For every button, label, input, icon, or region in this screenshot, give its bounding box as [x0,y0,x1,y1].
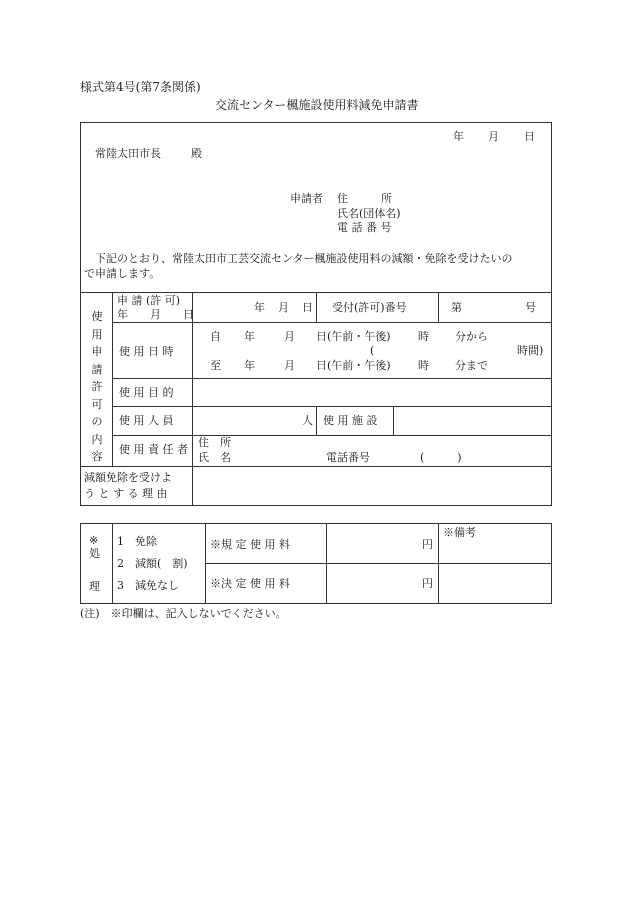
applicant-phone-label: 電 話 番 号 [337,221,392,234]
receipt-label: 受付(許可)番号 [332,301,407,314]
form-title: 交流センター楓施設使用料減免申請書 [215,98,419,112]
office-ri: 理 [89,580,100,593]
people-unit: 人 [302,414,313,427]
row-line-1 [112,322,552,323]
col-line-receipt [316,292,317,322]
usage-duration-close: 時間) [517,344,544,357]
footnote: (注) ※印欄は、記入しないでください。 [80,607,287,620]
usage-to-day: 日(午前・午後) [316,359,391,372]
regular-fee-label: ※規 定 使 用 料 [210,538,290,551]
app-date-label-1: 申 請 (許 可) [117,294,181,307]
usage-from-month: 月 [284,330,295,343]
col-line-receipt-no [438,292,439,322]
addressee: 常陸太田市長 [95,147,161,160]
usage-to-hour: 時 [418,359,429,372]
applicant-name-label: 氏名(団体名) [337,207,401,220]
usage-to-year: 年 [244,359,255,372]
receipt-dai: 第 [451,301,462,314]
app-date-label-2: 年 月 日 [117,308,194,321]
usage-from-tail: 分から [455,330,488,343]
col-line-facility [316,406,317,435]
form-number: 様式第4号(第7条関係) [80,80,201,94]
purpose-label: 使 用 目 的 [119,386,174,399]
office-sho: 処 [89,547,100,560]
statement-line-2: で申請します。 [84,267,161,280]
applicant-address-label: 住 所 [337,192,392,205]
usage-datetime-label: 使 用 日 時 [119,345,174,358]
usage-from-year: 年 [244,330,255,343]
office-option-1: 1 免除 [117,535,157,548]
responsible-phone-paren: ( ) [420,451,462,464]
app-date-value: 年 月 日 [254,301,314,314]
date-day: 日 [524,130,535,143]
usage-to-month: 月 [284,359,295,372]
responsible-address: 住 所 [198,436,231,449]
responsible-phone: 電話番号 [326,451,370,464]
reason-label-1: 減額免除を受けよ [84,471,172,484]
applicant-label: 申請者 [290,192,323,205]
receipt-go: 号 [525,301,536,314]
office-row-line [205,563,552,564]
office-option-3: 3 減免なし [117,579,179,592]
row-line-2 [112,378,552,379]
section-label: 使用申請許可の内容 [91,310,103,463]
decided-fee-label: ※決 定 使 用 料 [210,577,290,590]
facility-label: 使 用 施 設 [323,414,378,427]
statement-line-1: 下記のとおり、常陸太田市工芸交流センター楓施設使用料の減額・免除を受けたいの [95,252,513,265]
honorific: 殿 [191,147,202,160]
col-line-label [192,292,193,506]
office-option-2: 2 減額( 割) [117,557,188,570]
usage-from: 自 [210,330,221,343]
responsible-label: 使 用 責 任 者 [119,443,188,456]
decided-fee-yen: 円 [422,577,433,590]
row-line-5 [80,466,552,467]
usage-to: 至 [210,359,221,372]
responsible-name: 氏 名 [198,451,231,464]
col-line-facility-value [393,406,394,435]
regular-fee-yen: 円 [422,538,433,551]
usage-from-hour: 時 [418,330,429,343]
row-line-4 [112,435,552,436]
people-label: 使 用 人 員 [119,414,174,427]
reason-label-2: う と す る 理 由 [84,487,168,500]
usage-from-day: 日(午前・午後) [316,330,391,343]
col-line-section [112,292,113,466]
date-year: 年 [453,130,464,143]
row-line-3 [112,406,552,407]
usage-to-tail: 分まで [455,359,488,372]
office-mark: ※ [89,534,99,547]
date-month: 月 [488,130,499,143]
office-col-1 [112,523,113,604]
usage-duration-open: ( [370,344,375,357]
remarks-label: ※備考 [443,526,476,539]
